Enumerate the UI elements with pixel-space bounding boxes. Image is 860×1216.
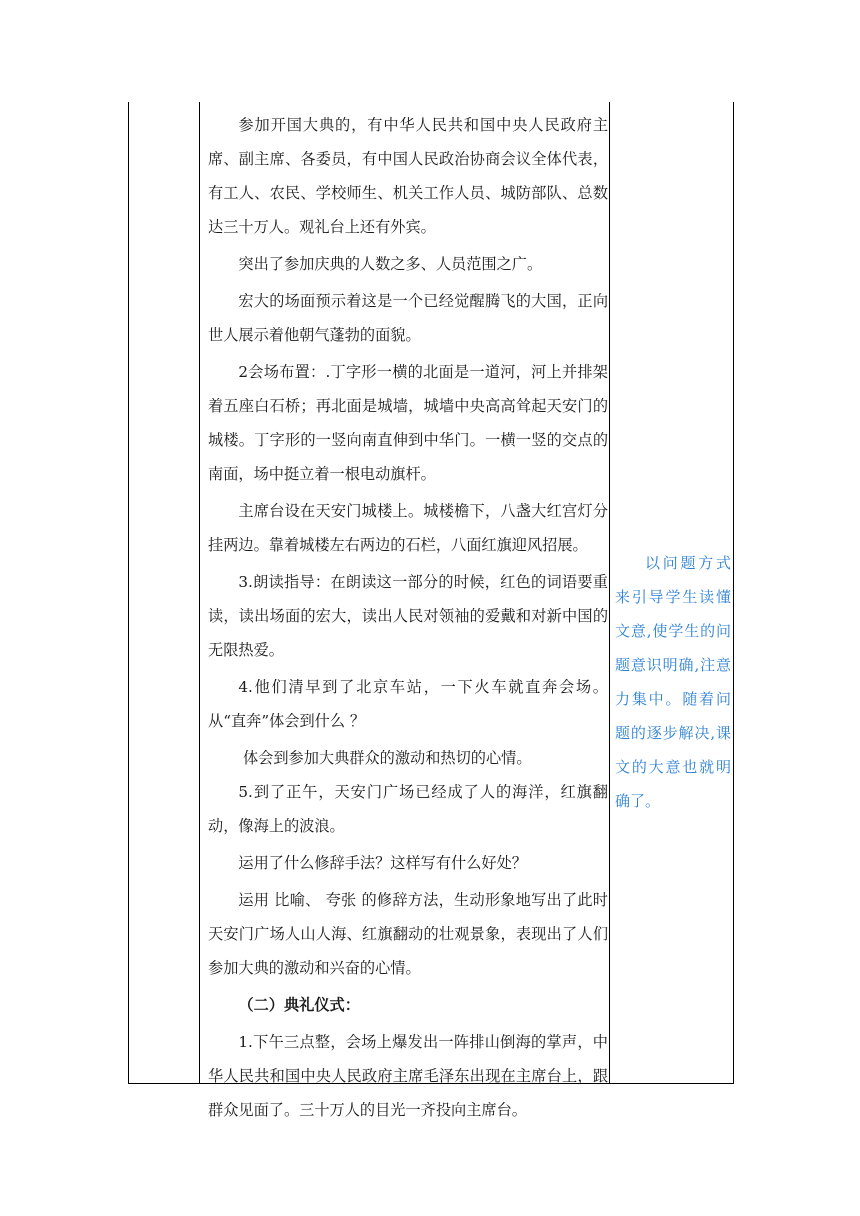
lesson-content-cell [208,108,608,1127]
paragraph-question-rhetoric: 运用了什么修辞手法？这样写有什么好处？ [238,854,527,872]
paragraph-grand-scene: 宏大的场面预示着这是一个已经觉醒腾飞的大国，正向世人展示着他朝气蓬勃的面貌。 [208,292,608,344]
paragraph-participants: 参加开国大典的，有中华人民共和国中央人民政府主席、副主席、各委员，有中国人民政治协商会议全体代表，有工人、农民、学校师生、机关工作人员、城防部队、总数达三十万人。观礼台上还有外宾。 [208,116,608,236]
table-border-right [733,102,734,1084]
table-border-col1 [199,102,200,1084]
section-heading-ceremony: （二）典礼仪式： [238,996,360,1014]
paragraph-question-rush: 4.他们清早到了北京车站，一下火车就直奔会场。从“直奔”体会到什么 ？ [208,678,608,730]
table-border-left [128,102,129,1084]
table-border-col2 [609,102,610,1084]
paragraph-highlight-numbers: 突出了参加庆典的人数之多、人员范围之广。 [238,255,543,273]
teaching-note: 以问题方式来引导学生读懂文意,使学生的问题意识明确,注意力集中。随着问题的逐步解决,课文的大意也就明确了。 [615,554,731,810]
paragraph-answer-rhetoric: 运用 比喻、 夸张 的修辞方法，生动形象地写出了此时天安门广场人山人海、红旗翻动的壮观景象，表现出了人们参加大典的激动和兴奋的心情。 [208,891,608,977]
paragraph-square-noon: 5.到了正午，天安门广场已经成了人的海洋，红旗翻动，像海上的波浪。 [208,783,608,835]
paragraph-reading-guide: 3.朗读指导：在朗读这一部分的时候，红色的词语要重读，读出场面的宏大，读出人民对领袖的爱戴和对新中国的无限热爱。 [208,573,608,659]
paragraph-answer-rush: 体会到参加大典群众的激动和热切的心情。 [242,749,532,767]
paragraph-ceremony-start: 1.下午三点整，会场上爆发出一阵排山倒海的掌声，中华人民共和国中央人民政府主席毛泽东出现在主席台上，跟群众见面了。三十万人的目光一齐投向主席台。 [208,1033,608,1119]
paragraph-venue-layout: 2会场布置：.丁字形一横的北面是一道河，河上并排架着五座白石桥；再北面是城墙，城墙中央高高耸起天安门的城楼。丁字形的一竖向南直伸到中华门。一横一竖的交点的南面，场中挺立着一根电动旗杆。 [208,363,608,483]
paragraph-rostrum: 主席台设在天安门城楼上。城楼檐下，八盏大红宫灯分挂两边。靠着城楼左右两边的石栏，八面红旗迎风招展。 [208,502,608,554]
